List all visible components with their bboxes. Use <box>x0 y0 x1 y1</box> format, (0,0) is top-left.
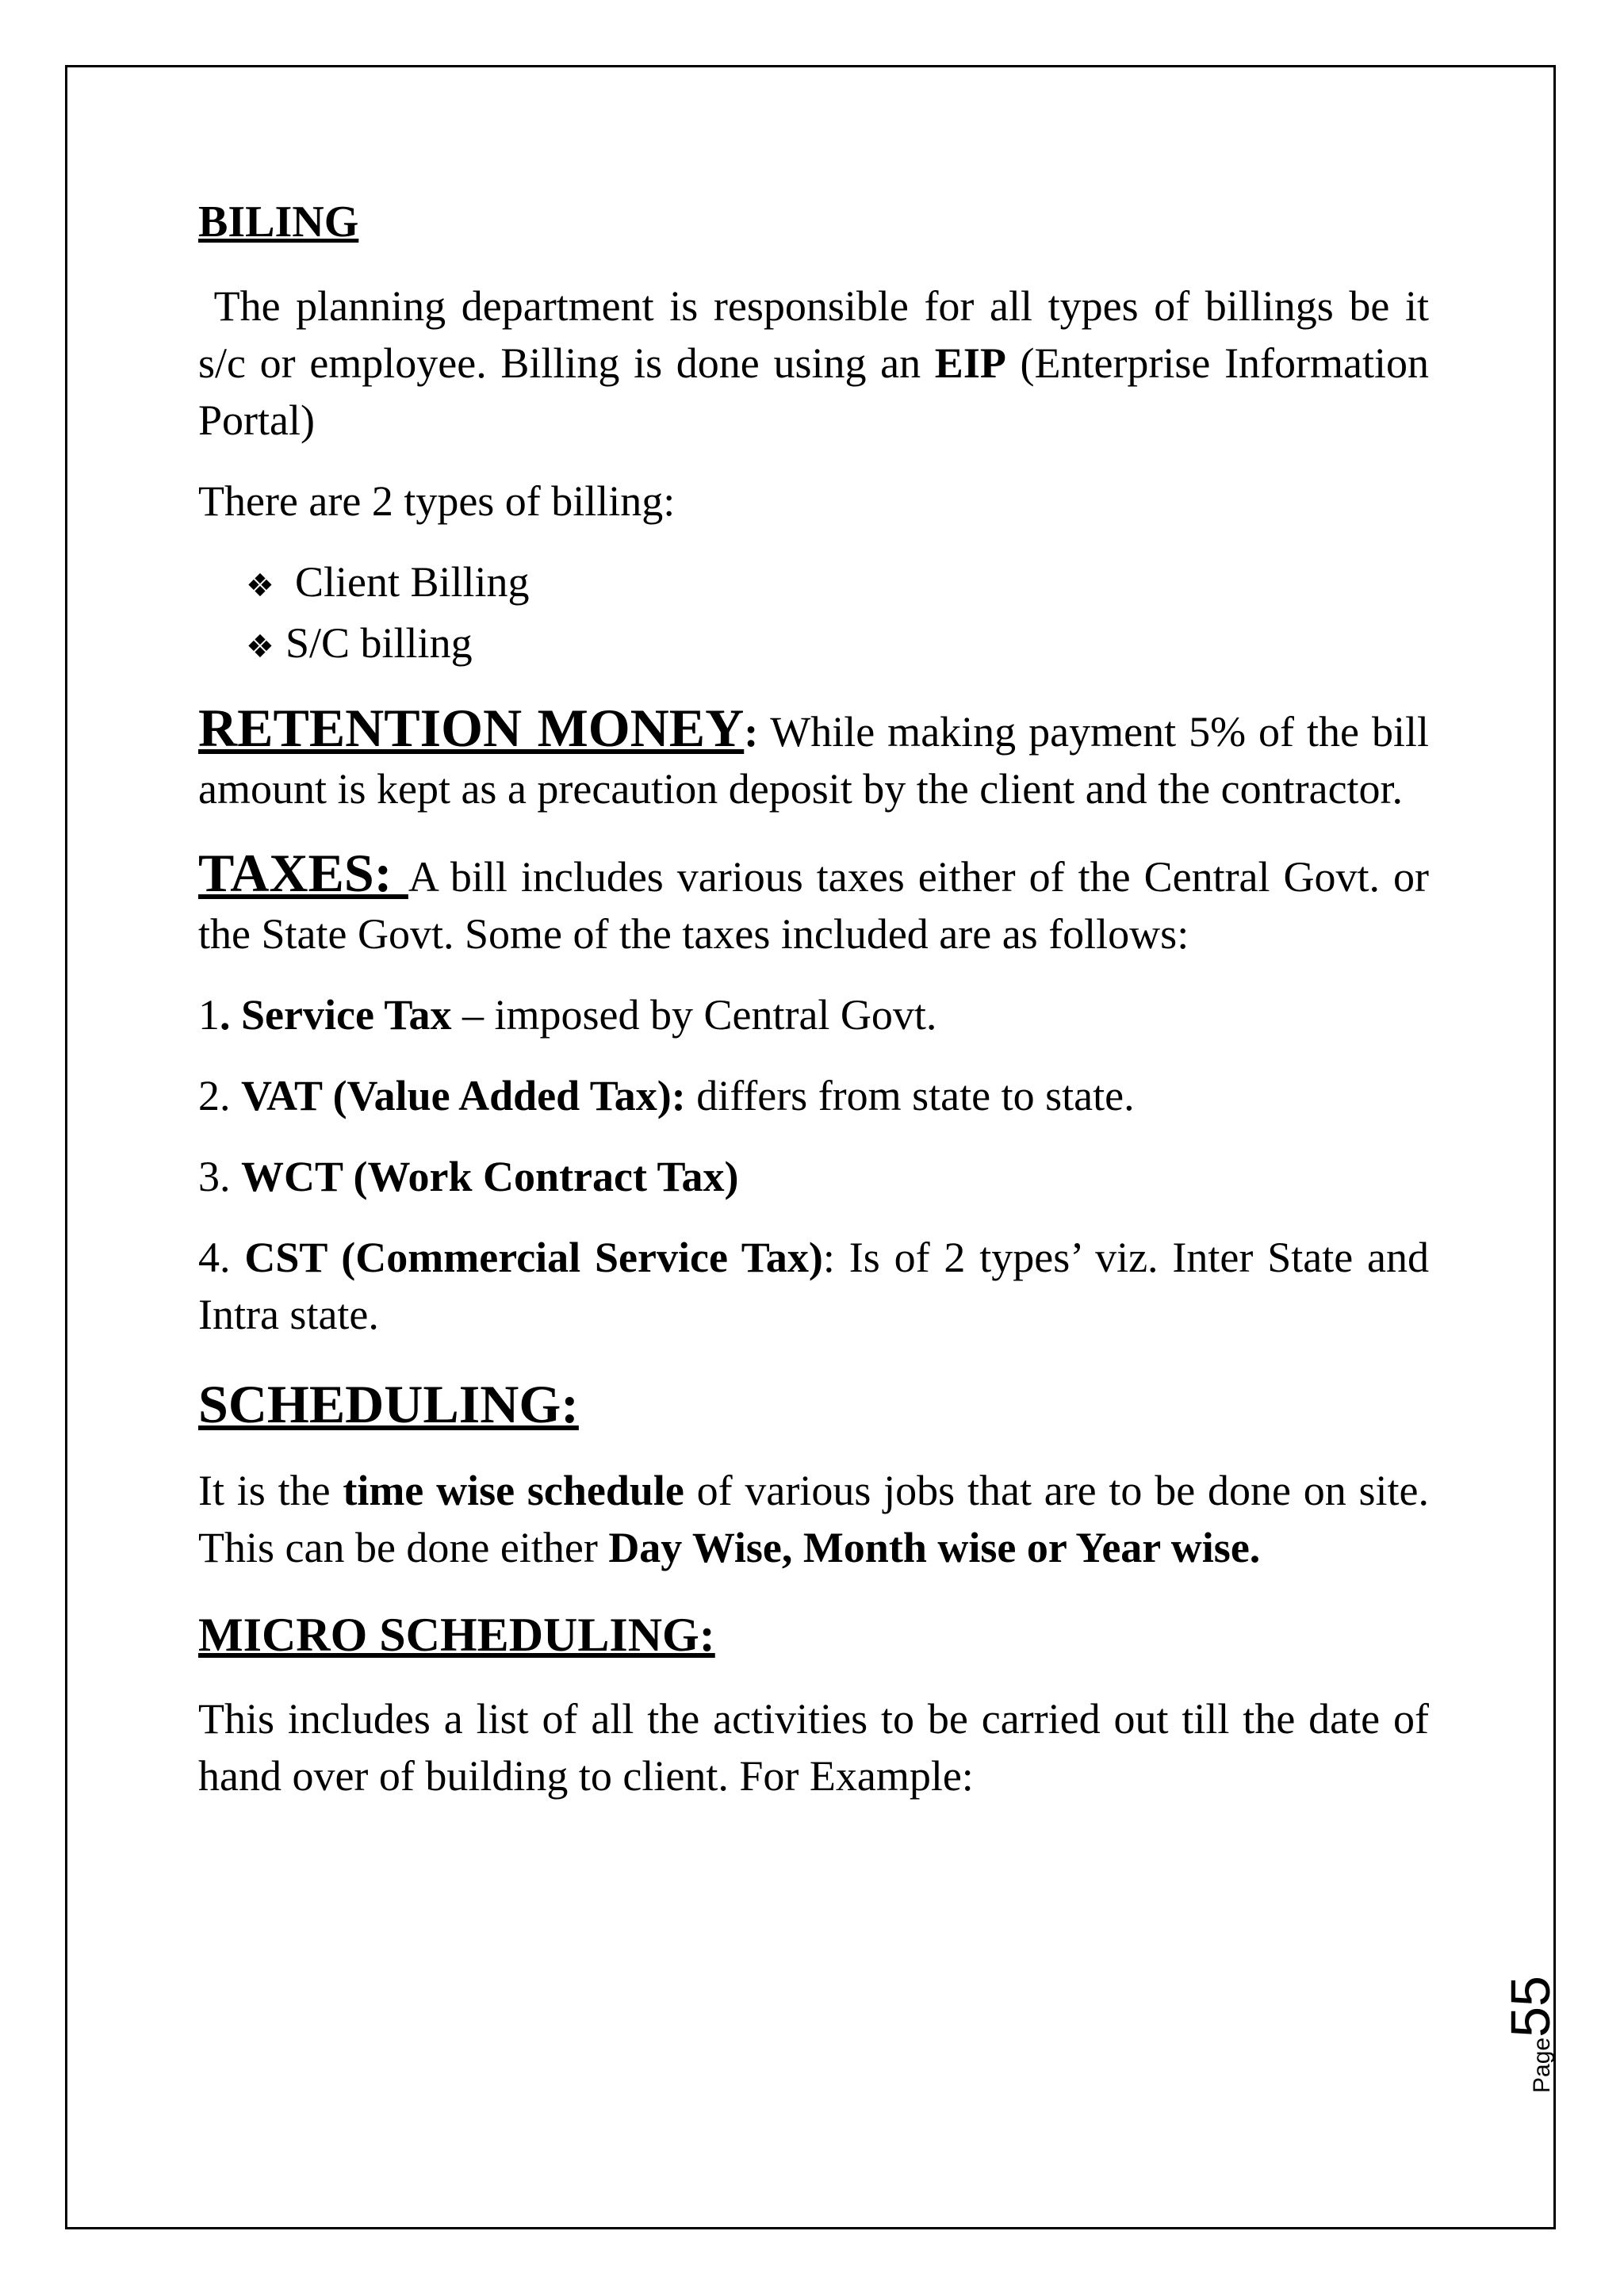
taxes-paragraph: TAXES: A bill includes various taxes either of the Central Govt. or the State Govt. Some of the taxes included are as follows: <box>198 843 1429 958</box>
page-number-value: 55 <box>1500 1976 1561 2038</box>
tax-item: 2. VAT (Value Added Tax): differs from state to state. <box>198 1072 1135 1119</box>
page-label: Page <box>1529 2037 1555 2093</box>
micro-scheduling-heading: MICRO SCHEDULING: <box>198 1609 715 1661</box>
tax-item: 4. CST (Commercial Service Tax): Is of 2 types’ viz. Inter State and Intra state. <box>198 1234 1429 1338</box>
taxes-heading: TAXES: <box>198 843 408 903</box>
billing-paragraph: The planning department is responsible for all types of billings be it s/c or employee. Billing is done using an EIP (Enterprise Information Portal) <box>198 282 1440 444</box>
list-item: ❖ S/C billing <box>246 614 1429 675</box>
document-body <box>198 190 1440 1804</box>
scheduling-heading: SCHEDULING: <box>198 1374 579 1434</box>
page-number <box>1499 1976 1562 2093</box>
billing-types-intro: There are 2 types of billing: <box>198 477 676 525</box>
diamond-bullet-icon: ❖ <box>246 629 274 665</box>
retention-paragraph: RETENTION MONEY: While making payment 5% of the bill amount is kept as a precaution deposit by the client and the contractor. <box>198 698 1430 813</box>
scheduling-paragraph: It is the time wise schedule of various jobs that are to be done on site. This can be done either Day Wise, Month wise or Year wise. <box>198 1467 1439 1571</box>
tax-item: 3. WCT (Work Contract Tax) <box>198 1153 739 1200</box>
list-item: ❖ Client Billing <box>246 553 1429 614</box>
retention-heading: RETENTION MONEY <box>198 698 745 758</box>
tax-item: 1. Service Tax – imposed by Central Govt. <box>198 991 937 1039</box>
billing-type-list <box>198 553 1429 675</box>
billing-heading: BILING <box>198 197 359 247</box>
diamond-bullet-icon: ❖ <box>246 568 274 604</box>
micro-scheduling-paragraph: This includes a list of all the activities to be carried out till the date of hand over of building to client. For Example: <box>198 1695 1429 1800</box>
